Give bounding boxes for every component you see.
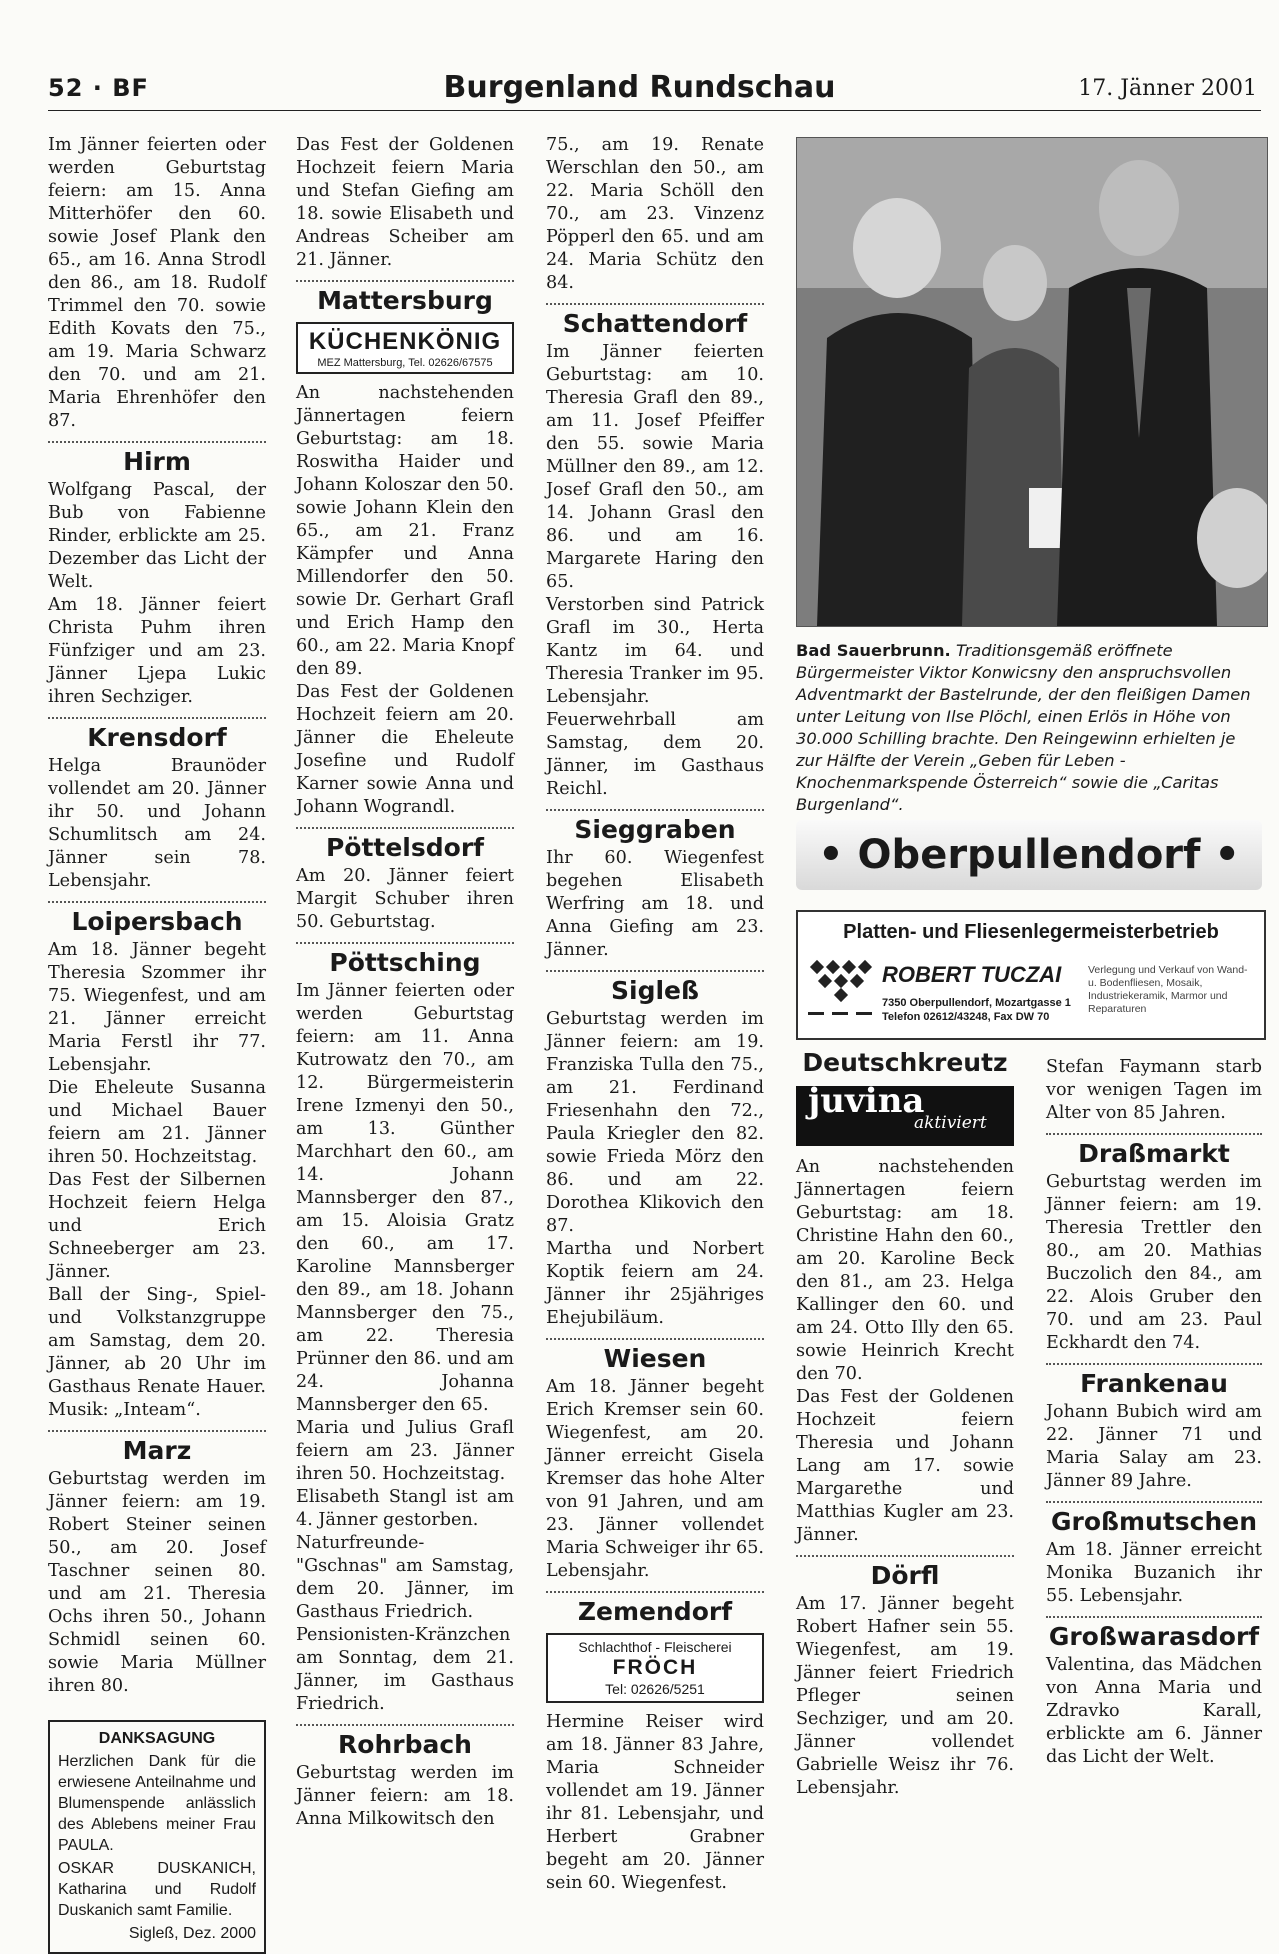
column-3 <box>546 134 764 1895</box>
divider <box>796 1555 1014 1557</box>
article-text: Am 18. Jänner erreicht Monika Buzanich ihr 55. Lebensjahr. <box>1046 1540 1262 1606</box>
article-text: Geburtstag werden im Jänner feiern: am 19. Theresia Trettler den 80., am 20. Mathias Buczolich den 84., am 22. Alois Gruber den 70. und am 23. Paul Eckhardt den 74. <box>1046 1172 1262 1353</box>
article-text: Wolfgang Pascal, der Bub von Fabienne Rinder, erblickte am 25. Dezember das Licht der Welt. <box>48 480 266 592</box>
article-text: Ihr 60. Wiegenfest begehen Elisabeth Werfring am 18. und Anna Giefing am 23. Jänner. <box>546 848 764 960</box>
article-text: Martha und Norbert Koptik feiern am 24. Jänner ihr 25jähriges Ehejubiläum. <box>546 1239 764 1328</box>
ad-brand: FRÖCH <box>612 1656 698 1679</box>
article-text: Das Fest der Goldenen Hochzeit feiern Maria und Stefan Giefing am 18. sowie Elisabeth und Andreas Scheiber am 21. Jänner. <box>296 135 514 270</box>
town-heading: Hirm <box>123 447 191 476</box>
froech-ad <box>546 1633 764 1703</box>
article-text: Am 18. Jänner begeht Theresia Szommer ihr 75. Wiegenfest, und am 21. Jänner erreicht Maria Ferstl ihr 77. Lebensjahr. <box>48 940 266 1075</box>
danksagung-place: Sigleß, Dez. 2000 <box>128 1925 256 1942</box>
article-text: An nachstehenden Jännertagen feiern Geburtstag: am 18. Christine Hahn den 60., am 20. Karoline Beck den 81., am 23. Helga Kallinger den 60. und am 24. Otto Illy den 65. sowie Heinrich Krecht den 70. <box>796 1157 1014 1384</box>
caption-place: Bad Sauerbrunn. <box>796 641 951 660</box>
region-banner: • Oberpullendorf • <box>796 820 1262 890</box>
article-text: Am 20. Jänner feiert Margit Schuber ihren 50. Geburtstag. <box>296 866 514 932</box>
article-text: Elisabeth Stangl ist am 4. Jänner gestorben. <box>296 1487 514 1530</box>
divider <box>296 1724 514 1726</box>
ad-address-line: 7350 Oberpullendorf, Mozartgasse 1 <box>882 997 1071 1009</box>
article-text: Stefan Faymann starb vor wenigen Tagen im Alter von 85 Jahren. <box>1046 1057 1262 1123</box>
town-heading: Krensdorf <box>87 723 227 752</box>
article-text: Maria und Julius Grafl feiern am 23. Jänner ihren 50. Hochzeitstag. <box>296 1418 514 1484</box>
article-text: Valentina, das Mädchen von Anna Maria und Zdravko Karall, erblickte am 6. Jänner das Licht der Welt. <box>1046 1655 1262 1767</box>
article-text: Geburtstag werden im Jänner feiern: am 19. Franziska Tulla den 75., am 21. Ferdinand Friesenhahn den 72., Paula Kriegler den 82. sowie Frieda Mörz den 86. und am 22. Dorothea Klikovich den 87. <box>546 1009 764 1236</box>
divider <box>296 280 514 282</box>
ad-contact: MEZ Mattersburg, Tel. 02626/67575 <box>317 357 493 369</box>
ad-line: Schlachthof - Fleischerei <box>578 1639 732 1655</box>
paper-title: Burgenland Rundschau <box>443 70 836 105</box>
photo-caption <box>796 640 1266 816</box>
article-text: Am 18. Jänner feiert Christa Puhm ihren Fünfziger und am 23. Jänner Ljepa Lukic ihren Sechziger. <box>48 595 266 707</box>
danksagung-text: Herzlichen Dank für die erwiesene Anteilnahme und Blumenspende anlässlich des Ablebens meiner Frau PAULA. <box>58 1753 256 1854</box>
article-text: Naturfreunde-"Gschnas" am Samstag, dem 20. Jänner, im Gasthaus Friedrich. <box>296 1533 514 1622</box>
article-text: Am 18. Jänner begeht Erich Kremser sein 60. Wiegenfest, am 20. Jänner erreicht Gisela Kremser das hohe Alter von 91 Jahren, und am 23. Jänner vollendet Maria Schweiger ihr 65. Lebensjahr. <box>546 1377 764 1581</box>
divider <box>1046 1133 1262 1135</box>
header-rule <box>48 110 1261 111</box>
ad-company: ROBERT TUCZAI <box>882 962 1062 987</box>
town-heading: Zemendorf <box>577 1597 733 1626</box>
column-1 <box>48 134 266 1954</box>
divider <box>1046 1501 1262 1503</box>
caption-text: Traditionsgemäß eröffnete Bürgermeister Viktor Konwicsny den anspruchsvollen Adventmarkt der Bastelrunde, der den fleißigen Damen unter Leitung von Ilse Plöchl, einen Erlös in Höhe von 30.000 Schilling brachte. Den Reingewinn erhielten je zur Hälfte der Verein „Geben für Leben - Knochenmarkspende Österreich“ sowie die „Caritas Burgenland“. <box>796 641 1251 814</box>
town-heading: Frankenau <box>1080 1369 1228 1398</box>
ad-headline: Platten- und Fliesenlegermeisterbetrieb <box>843 921 1219 943</box>
article-text: Das Fest der Goldenen Hochzeit feiern Theresia und Johann Lang am 17. sowie Margarethe und Matthias Kugler am 23. Jänner. <box>796 1387 1014 1545</box>
article-text: An nachstehenden Jännertagen feiern Geburtstag: am 18. Roswitha Haider und Johann Koloszar den 50. sowie Johann Klein den 65., am 21. Franz Kämpfer und Anna Millendorfer den 50. sowie Dr. Gerhart Grafl und Erich Hamp den 60., am 22. Maria Knopf den 89. <box>296 383 514 679</box>
tuczai-ad <box>796 910 1266 1040</box>
town-heading: Rohrbach <box>338 1730 472 1759</box>
town-heading: Marz <box>122 1436 192 1465</box>
article-text: Helga Braunöder vollendet am 20. Jänner ihr 50. und Johann Schumlitsch am 24. Jänner sein 78. Lebensjahr. <box>48 756 266 891</box>
article-text: Geburtstag werden im Jänner feiern: am 18. Anna Milkowitsch den <box>296 1763 514 1829</box>
tile-logo-icon <box>806 956 876 1022</box>
article-text: Die Eheleute Susanna und Michael Bauer feiern am 21. Jänner ihren 50. Hochzeitstag. <box>48 1078 266 1167</box>
town-heading: Draßmarkt <box>1078 1139 1230 1168</box>
ad-brand: juvina <box>808 1081 925 1121</box>
divider <box>296 827 514 829</box>
divider <box>546 1591 764 1593</box>
column-4 <box>796 1048 1014 1800</box>
column-5 <box>1046 1056 1262 1769</box>
photo-illustration <box>797 138 1267 626</box>
column-2 <box>296 134 514 1831</box>
divider <box>546 1338 764 1340</box>
article-text: Im Jänner feierten oder werden Geburtstag feiern: am 15. Anna Mitterhöfer den 60. sowie Josef Plank den 65., am 16. Anna Strodl den 86., am 18. Rudolf Trimmel den 70. sowie Edith Kovats den 75., am 19. Maria Schwarz den 70. und am 21. Maria Ehrenhöfer den 87. <box>48 135 266 431</box>
town-heading: Großwarasdorf <box>1048 1622 1260 1651</box>
town-heading: Mattersburg <box>317 286 493 315</box>
town-heading: Dörfl <box>870 1561 940 1590</box>
danksagung-title: DANKSAGUNG <box>98 1730 216 1747</box>
ad-phone: Tel: 02626/5251 <box>605 1681 705 1697</box>
town-heading: Schattendorf <box>562 309 748 338</box>
ad-address <box>882 996 1071 1024</box>
divider <box>48 441 266 443</box>
kuechenkoenig-ad <box>296 322 514 374</box>
town-heading: Wiesen <box>603 1344 707 1373</box>
town-heading: Pöttelsdorf <box>325 833 485 862</box>
article-text: Verstorben sind Patrick Grafl im 30., Herta Kantz im 64. und Theresia Tranker im 95. Lebensjahr. <box>546 595 764 707</box>
divider <box>48 1430 266 1432</box>
article-text: Pensionisten-Kränzchen am Sonntag, dem 21. Jänner, im Gasthaus Friedrich. <box>296 1625 514 1714</box>
divider <box>296 942 514 944</box>
divider <box>1046 1616 1262 1618</box>
divider <box>48 717 266 719</box>
ad-description: Verlegung und Verkauf von Wand- u. Bodenfliesen, Mosaik, Industriekeramik, Marmor und Reparaturen <box>1088 964 1248 1015</box>
town-heading: Großmutschen <box>1050 1507 1258 1536</box>
juvina-ad <box>796 1081 1014 1146</box>
article-text: Das Fest der Silbernen Hochzeit feiern Helga und Erich Schneeberger am 23. Jänner. <box>48 1170 266 1282</box>
article-text: Das Fest der Goldenen Hochzeit feiern am 20. Jänner die Eheleute Josefine und Rudolf Karner sowie Anna und Johann Wograndl. <box>296 682 514 817</box>
article-text: Im Jänner feierten Geburtstag: am 10. Theresia Grafl den 89., am 11. Josef Pfeiffer den 55. sowie Maria Müllner den 89., am 12. Josef Grafl den 50., am 14. Johann Grasl den 86. und am 16. Margarete Haring den 65. <box>546 342 764 592</box>
article-text: Feuerwehrball am Samstag, dem 20. Jänner, im Gasthaus Reichl. <box>546 710 764 799</box>
issue-date: 17. Jänner 2001 <box>1078 76 1257 101</box>
divider <box>546 809 764 811</box>
article-text: Geburtstag werden im Jänner feiern: am 19. Robert Steiner seinen 50., am 20. Josef Taschner seinen 80. und am 21. Theresia Ochs ihren 50., Johann Schmidl seinen 60. sowie Maria Müllner ihren 80. <box>48 1469 266 1696</box>
page-number: 52 · BF <box>48 74 149 102</box>
divider <box>546 970 764 972</box>
danksagung-names: OSKAR DUSKANICH, Katharina und Rudolf Duskanich samt Familie. <box>58 1860 256 1919</box>
ad-tagline: aktiviert <box>914 1113 987 1133</box>
town-heading: Sieggraben <box>574 815 736 844</box>
town-heading: Deutschkreutz <box>802 1048 1008 1077</box>
divider <box>1046 1363 1262 1365</box>
article-text: Am 17. Jänner begeht Robert Hafner sein 55. Wiegenfest, am 19. Jänner feiert Friedrich Pfleger seinen Sechziger, und am 20. Jänner vollendet Gabrielle Weisz ihr 76. Lebensjahr. <box>796 1594 1014 1798</box>
article-text: Ball der Sing-, Spiel- und Volkstanzgruppe am Samstag, dem 20. Jänner, ab 20 Uhr im Gasthaus Renate Hauer. Musik: „Inteam“. <box>48 1285 266 1420</box>
town-heading: Pöttsching <box>329 948 481 977</box>
town-heading: Sigleß <box>611 976 699 1005</box>
article-text: Im Jänner feierten oder werden Geburtstag feiern: am 11. Anna Kutrowatz den 70., am 12. Bürgermeisterin Irene Izmenyi den 50., am 13. Günther Marchhart den 60., am 14. Johann Mannsberger den 87., am 15. Aloisia Gratz den 60., am 17. Karoline Mannsberger den 89., am 18. Johann Mannsberger den 75., am 22. Theresia Prünner den 86. und am 24. Johanna Mannsberger den 65. <box>296 981 514 1415</box>
article-text: 75., am 19. Renate Werschlan den 50., am 22. Maria Schöll den 70., am 23. Vinzenz Pöpperl den 65. und am 24. Maria Schütz den 84. <box>546 135 764 293</box>
danksagung-box <box>48 1720 266 1954</box>
divider <box>48 901 266 903</box>
news-photo <box>796 137 1268 627</box>
town-heading: Loipersbach <box>71 907 243 936</box>
article-text: Hermine Reiser wird am 18. Jänner 83 Jahre, Maria Schneider vollendet am 19. Jänner ihr 81. Lebensjahr, und Herbert Grabner begeht am 20. Jänner sein 60. Wiegenfest. <box>546 1712 764 1893</box>
ad-phone-line: Telefon 02612/43248, Fax DW 70 <box>882 1011 1050 1023</box>
divider <box>546 303 764 305</box>
ad-brand: KÜCHENKÖNIG <box>308 328 502 355</box>
article-text: Johann Bubich wird am 22. Jänner 71 und Maria Salay am 23. Jänner 89 Jahre. <box>1046 1402 1262 1491</box>
